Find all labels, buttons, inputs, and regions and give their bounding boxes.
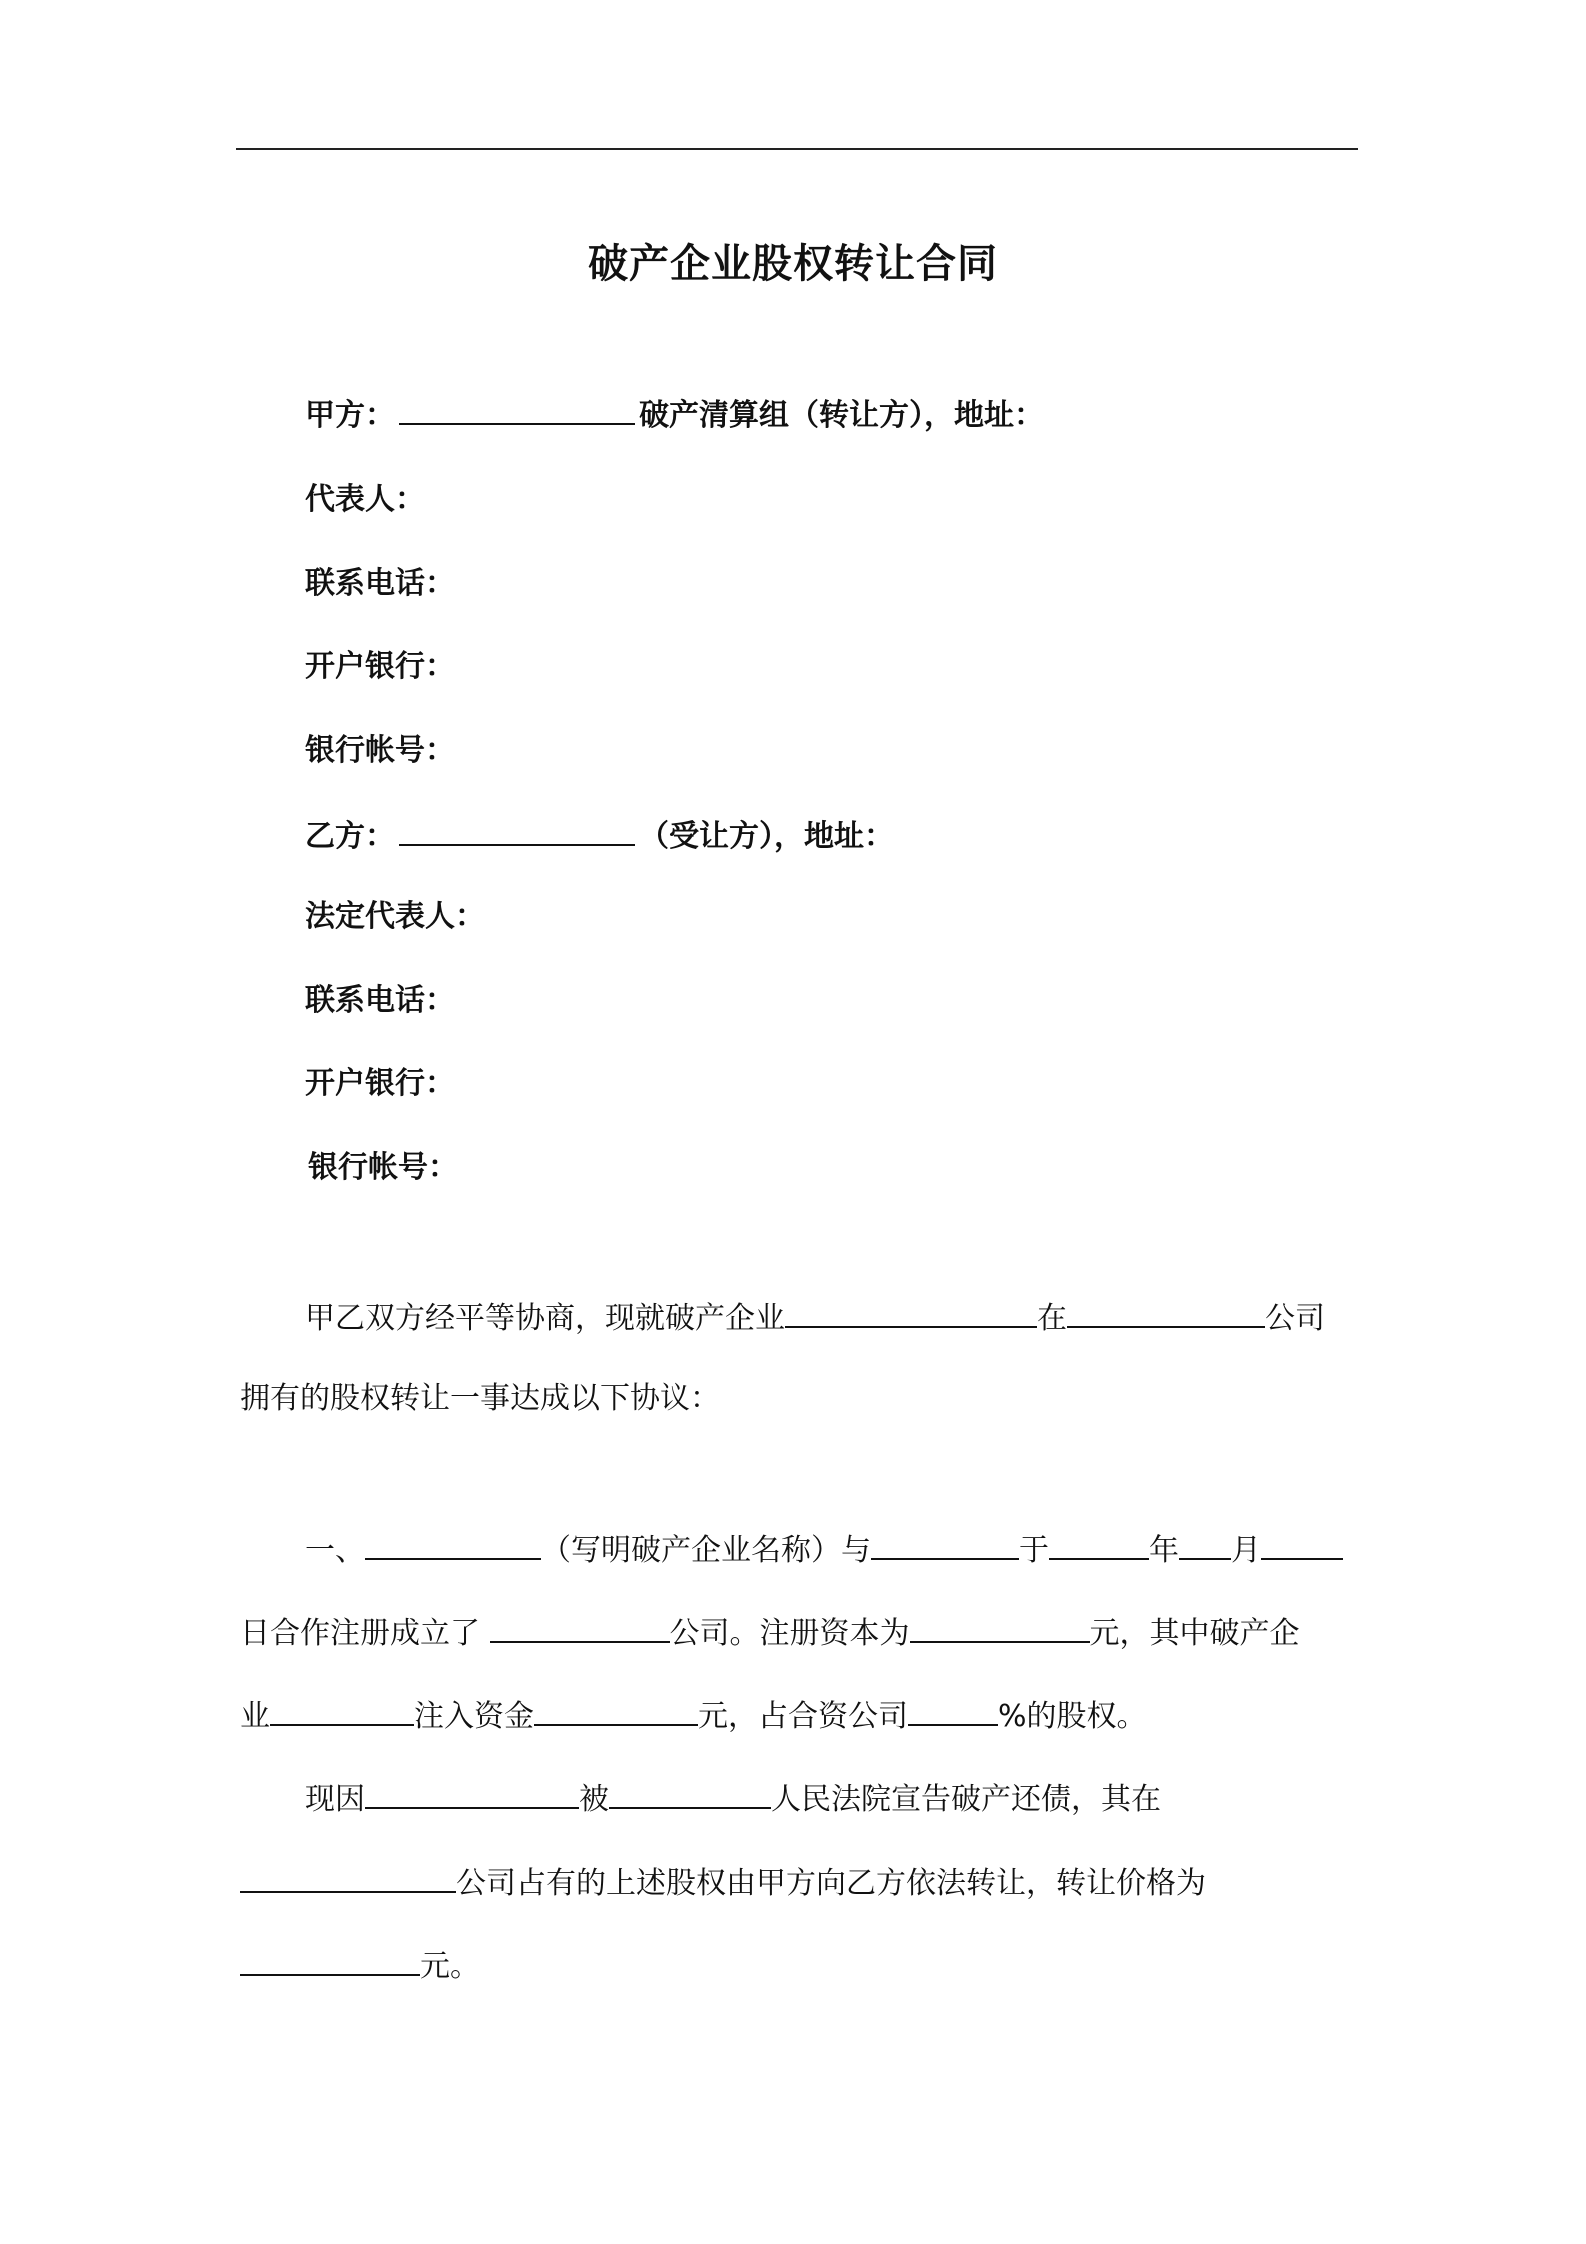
party-a-representative: 代表人： [305,482,425,517]
clause-1-text-12: %的股权。 [998,1699,1147,1734]
clause-2-blank-2 [609,1779,771,1809]
clause-1-line-1 [305,1530,1343,1569]
party-a-account: 银行帐号： [305,733,455,768]
clause-2-line-2 [240,1863,1206,1902]
clause-1-text-1: 一、 [305,1533,365,1568]
clause-1-text-8: 元，其中破产企 [1089,1616,1300,1651]
preamble-text-1: 甲乙双方经平等协商，现就破产企业 [305,1301,785,1336]
party-b-line [305,816,894,855]
clause-1-text-4: 年 [1149,1533,1179,1568]
clause-2-blank-3 [240,1863,456,1893]
clause-1-blank-4 [1179,1530,1231,1560]
party-a-phone: 联系电话： [305,566,455,601]
preamble-blank-2 [1067,1298,1265,1328]
clause-1-blank-3 [1049,1530,1149,1560]
party-b-bank: 开户银行： [305,1066,455,1101]
clause-1-line-2 [240,1613,1300,1652]
clause-1-text-6: 日合作注册成立了 [240,1616,480,1651]
preamble-line-2: 拥有的股权转让一事达成以下协议： [240,1381,720,1416]
party-a-name-blank [399,395,635,425]
party-a-suffix: 破产清算组（转让方），地址： [639,398,1044,433]
party-b-account: 银行帐号： [308,1150,458,1185]
preamble-text-3: 公司 [1265,1301,1325,1336]
party-a-bank: 开户银行： [305,649,455,684]
preamble-line-1 [305,1298,1325,1337]
clause-1-text-7: 公司。注册资本为 [669,1616,910,1651]
document-title: 破产企业股权转让合同 [588,241,998,287]
clause-2-blank-1 [365,1779,579,1809]
party-b-suffix: （受让方），地址： [639,819,894,854]
clause-1-blank-9 [534,1696,698,1726]
preamble-text-2: 在 [1037,1301,1067,1336]
clause-1-blank-10 [908,1696,998,1726]
clause-1-blank-6 [490,1613,670,1643]
party-b-legal-rep: 法定代表人： [305,899,485,934]
clause-1-text-5: 月 [1231,1533,1261,1568]
clause-1-blank-5 [1261,1530,1343,1560]
party-b-label: 乙方： [305,819,395,854]
clause-2-text-3: 人民法院宣告破产还债，其在 [771,1782,1161,1817]
clause-2-line-3 [240,1946,480,1985]
party-b-name-blank [399,816,635,846]
clause-2-text-4: 公司占有的上述股权由甲方向乙方依法转让，转让价格为 [456,1866,1206,1901]
header-rule [236,148,1358,150]
clause-1-text-2: （写明破产企业名称）与 [541,1533,871,1568]
clause-2-text-1: 现因 [305,1782,365,1817]
clause-1-text-10: 注入资金 [414,1699,534,1734]
clause-2-blank-4 [240,1946,420,1976]
clause-1-blank-2 [871,1530,1019,1560]
party-a-label: 甲方： [305,398,395,433]
preamble-blank-1 [785,1298,1037,1328]
clause-1-blank-7 [910,1613,1090,1643]
clause-1-blank-8 [270,1696,414,1726]
clause-2-text-2: 被 [579,1782,609,1817]
clause-1-blank-1 [365,1530,541,1560]
party-a-line [305,395,1044,434]
clause-2-line-1 [305,1779,1161,1818]
clause-1-text-9: 业 [240,1699,270,1734]
clause-1-text-3: 于 [1019,1533,1049,1568]
clause-2-text-5: 元。 [420,1949,480,1984]
clause-1-line-3 [240,1696,1147,1735]
party-b-phone: 联系电话： [305,983,455,1018]
clause-1-text-11: 元，占合资公司 [698,1699,908,1734]
